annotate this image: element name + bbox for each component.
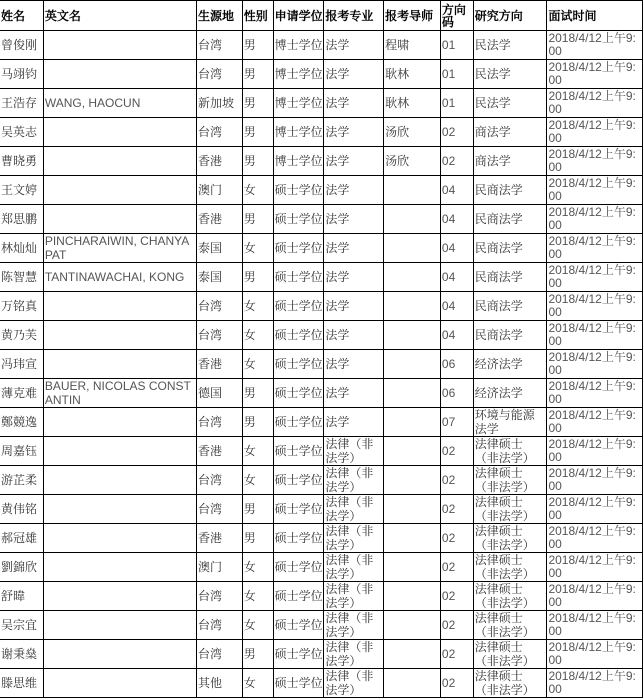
header-major: 报考专业 [324,1,384,31]
cell-name: 曹晓勇 [0,147,43,176]
header-name: 姓名 [0,1,43,31]
cell-name: 滕思维 [0,669,43,698]
cell-interview-time: 2018/4/12上午9:00 [547,118,643,147]
cell-major: 法律（非法学） [324,437,384,466]
table-row [0,350,643,379]
cell-english-name [43,60,196,89]
cell-research-direction: 民商法学 [473,321,547,350]
cell-interview-time: 2018/4/12上午9:00 [547,321,643,350]
cell-origin: 泰国 [196,234,242,263]
cell-major: 法律（非法学） [324,582,384,611]
cell-major: 法律（非法学） [324,640,384,669]
cell-research-direction: 法律硕士（非法学） [473,553,547,582]
cell-research-direction: 法律硕士（非法学） [473,437,547,466]
cell-name: 周嘉钰 [0,437,43,466]
cell-name: 陈智慧 [0,263,43,292]
cell-direction-code: 02 [440,611,473,640]
cell-major: 法学 [324,89,384,118]
cell-direction-code: 04 [440,263,473,292]
header-gender: 性别 [242,1,273,31]
cell-interview-time: 2018/4/12上午9:00 [547,263,643,292]
cell-degree: 硕士学位 [273,408,324,437]
cell-origin: 台湾 [196,582,242,611]
cell-research-direction: 环境与能源法学 [473,408,547,437]
cell-direction-code: 06 [440,350,473,379]
table-row [0,176,643,205]
table-row [0,437,643,466]
cell-name: 鄭競逸 [0,408,43,437]
cell-gender: 男 [242,118,273,147]
cell-advisor [384,553,441,582]
cell-major: 法学 [324,321,384,350]
cell-interview-time: 2018/4/12上午9:00 [547,553,643,582]
cell-degree: 硕士学位 [273,263,324,292]
cell-degree: 硕士学位 [273,582,324,611]
cell-gender: 男 [242,31,273,60]
cell-english-name [43,205,196,234]
cell-gender: 男 [242,89,273,118]
cell-origin: 澳门 [196,553,242,582]
cell-advisor: 程啸 [384,31,441,60]
cell-gender: 男 [242,60,273,89]
cell-degree: 博士学位 [273,60,324,89]
cell-english-name [43,408,196,437]
cell-origin: 台湾 [196,118,242,147]
cell-english-name [43,118,196,147]
table-row [0,60,643,89]
table-row [0,495,643,524]
cell-name: 曾俊刚 [0,31,43,60]
cell-degree: 硕士学位 [273,669,324,698]
cell-major: 法学 [324,408,384,437]
cell-advisor [384,176,441,205]
cell-name: 马翊钧 [0,60,43,89]
cell-advisor [384,495,441,524]
cell-research-direction: 民商法学 [473,176,547,205]
cell-gender: 女 [242,350,273,379]
cell-gender: 男 [242,524,273,553]
cell-interview-time: 2018/4/12上午9:00 [547,611,643,640]
cell-degree: 硕士学位 [273,321,324,350]
cell-advisor [384,350,441,379]
cell-research-direction: 法律硕士（非法学） [473,640,547,669]
cell-interview-time: 2018/4/12上午9:00 [547,408,643,437]
cell-major: 法律（非法学） [324,611,384,640]
cell-degree: 硕士学位 [273,379,324,408]
cell-degree: 硕士学位 [273,524,324,553]
cell-major: 法律（非法学） [324,669,384,698]
table-row [0,466,643,495]
cell-major: 法律（非法学） [324,466,384,495]
cell-origin: 德国 [196,379,242,408]
cell-origin: 香港 [196,350,242,379]
cell-degree: 硕士学位 [273,205,324,234]
cell-major: 法律（非法学） [324,553,384,582]
cell-name: 王浩存 [0,89,43,118]
cell-advisor [384,379,441,408]
cell-english-name [43,350,196,379]
cell-origin: 香港 [196,524,242,553]
cell-major: 法学 [324,263,384,292]
cell-advisor [384,263,441,292]
cell-research-direction: 民商法学 [473,263,547,292]
table-body [0,31,643,698]
cell-gender: 男 [242,495,273,524]
cell-research-direction: 法律硕士（非法学） [473,611,547,640]
cell-interview-time: 2018/4/12上午9:00 [547,495,643,524]
cell-direction-code: 02 [440,118,473,147]
cell-advisor [384,205,441,234]
cell-degree: 硕士学位 [273,495,324,524]
cell-research-direction: 民法学 [473,89,547,118]
cell-english-name [43,437,196,466]
cell-advisor [384,669,441,698]
table-row [0,147,643,176]
header-research-direction: 研究方向 [473,1,547,31]
cell-english-name: PINCHARAIWIN, CHANYAPAT [43,234,196,263]
cell-direction-code: 04 [440,292,473,321]
table-row [0,524,643,553]
cell-degree: 硕士学位 [273,350,324,379]
cell-name: 郑思鹏 [0,205,43,234]
cell-gender: 男 [242,379,273,408]
cell-degree: 硕士学位 [273,640,324,669]
cell-interview-time: 2018/4/12上午9:00 [547,350,643,379]
cell-research-direction: 法律硕士（非法学） [473,524,547,553]
cell-english-name [43,292,196,321]
cell-degree: 博士学位 [273,89,324,118]
cell-major: 法学 [324,292,384,321]
cell-direction-code: 02 [440,466,473,495]
cell-name: 王文婷 [0,176,43,205]
cell-research-direction: 商法学 [473,118,547,147]
cell-gender: 男 [242,205,273,234]
cell-origin: 台湾 [196,640,242,669]
cell-origin: 香港 [196,205,242,234]
cell-english-name [43,321,196,350]
cell-interview-time: 2018/4/12上午9:00 [547,147,643,176]
cell-direction-code: 01 [440,89,473,118]
header-english-name: 英文名 [43,1,196,31]
cell-direction-code: 02 [440,582,473,611]
cell-advisor [384,321,441,350]
cell-name: 冯玮宣 [0,350,43,379]
cell-degree: 博士学位 [273,118,324,147]
cell-name: 薄克难 [0,379,43,408]
table-row [0,553,643,582]
cell-gender: 男 [242,640,273,669]
cell-origin: 台湾 [196,466,242,495]
cell-interview-time: 2018/4/12上午9:00 [547,669,643,698]
cell-name: 吴英志 [0,118,43,147]
cell-interview-time: 2018/4/12上午9:00 [547,640,643,669]
table-row [0,611,643,640]
table-row [0,321,643,350]
cell-origin: 台湾 [196,408,242,437]
cell-interview-time: 2018/4/12上午9:00 [547,205,643,234]
cell-origin: 香港 [196,147,242,176]
cell-origin: 新加坡 [196,89,242,118]
cell-gender: 女 [242,466,273,495]
cell-research-direction: 法律硕士（非法学） [473,466,547,495]
cell-gender: 女 [242,176,273,205]
cell-english-name [43,466,196,495]
cell-gender: 男 [242,147,273,176]
cell-direction-code: 07 [440,408,473,437]
cell-english-name: BAUER, NICOLAS CONSTANTIN [43,379,196,408]
table-row [0,582,643,611]
cell-english-name [43,147,196,176]
cell-origin: 泰国 [196,263,242,292]
cell-major: 法学 [324,205,384,234]
cell-major: 法学 [324,118,384,147]
cell-direction-code: 04 [440,321,473,350]
cell-english-name [43,611,196,640]
cell-research-direction: 法律硕士（非法学） [473,669,547,698]
cell-interview-time: 2018/4/12上午9:00 [547,89,643,118]
cell-major: 法学 [324,31,384,60]
cell-english-name [43,553,196,582]
table-row [0,89,643,118]
cell-gender: 女 [242,234,273,263]
cell-direction-code: 01 [440,31,473,60]
cell-direction-code: 06 [440,379,473,408]
cell-direction-code: 04 [440,234,473,263]
cell-name: 万铭真 [0,292,43,321]
cell-origin: 台湾 [196,495,242,524]
cell-direction-code: 02 [440,553,473,582]
cell-advisor [384,524,441,553]
cell-direction-code: 02 [440,147,473,176]
cell-advisor [384,234,441,263]
cell-direction-code: 04 [440,176,473,205]
cell-english-name [43,495,196,524]
cell-research-direction: 法律硕士（非法学） [473,495,547,524]
cell-research-direction: 民商法学 [473,205,547,234]
table-row [0,263,643,292]
cell-origin: 澳门 [196,176,242,205]
cell-degree: 硕士学位 [273,176,324,205]
cell-major: 法学 [324,234,384,263]
cell-research-direction: 法律硕士（非法学） [473,582,547,611]
cell-origin: 台湾 [196,611,242,640]
cell-degree: 硕士学位 [273,553,324,582]
table-row [0,118,643,147]
cell-advisor [384,466,441,495]
cell-advisor [384,582,441,611]
table-row [0,408,643,437]
cell-direction-code: 01 [440,60,473,89]
header-origin: 生源地 [196,1,242,31]
cell-degree: 硕士学位 [273,437,324,466]
cell-direction-code: 02 [440,524,473,553]
cell-advisor [384,408,441,437]
cell-origin: 台湾 [196,321,242,350]
cell-gender: 女 [242,611,273,640]
cell-advisor [384,292,441,321]
cell-english-name [43,176,196,205]
cell-english-name: WANG, HAOCUN [43,89,196,118]
cell-interview-time: 2018/4/12上午9:00 [547,176,643,205]
cell-interview-time: 2018/4/12上午9:00 [547,234,643,263]
cell-interview-time: 2018/4/12上午9:00 [547,524,643,553]
cell-research-direction: 民商法学 [473,292,547,321]
cell-major: 法律（非法学） [324,524,384,553]
cell-interview-time: 2018/4/12上午9:00 [547,437,643,466]
header-advisor: 报考导师 [384,1,441,31]
cell-degree: 硕士学位 [273,292,324,321]
cell-advisor [384,437,441,466]
cell-research-direction: 民法学 [473,31,547,60]
cell-major: 法学 [324,379,384,408]
cell-advisor: 汤欣 [384,147,441,176]
cell-origin: 台湾 [196,31,242,60]
cell-research-direction: 经济法学 [473,350,547,379]
cell-research-direction: 经济法学 [473,379,547,408]
cell-gender: 女 [242,553,273,582]
cell-name: 谢秉燊 [0,640,43,669]
cell-interview-time: 2018/4/12上午9:00 [547,466,643,495]
cell-gender: 女 [242,669,273,698]
cell-direction-code: 02 [440,640,473,669]
table-row [0,292,643,321]
cell-origin: 香港 [196,437,242,466]
cell-degree: 硕士学位 [273,611,324,640]
cell-origin: 台湾 [196,60,242,89]
cell-gender: 女 [242,437,273,466]
cell-major: 法学 [324,350,384,379]
cell-major: 法学 [324,147,384,176]
cell-name: 舒暐 [0,582,43,611]
cell-interview-time: 2018/4/12上午9:00 [547,31,643,60]
cell-research-direction: 民商法学 [473,234,547,263]
table-row [0,31,643,60]
cell-english-name [43,31,196,60]
cell-interview-time: 2018/4/12上午9:00 [547,582,643,611]
cell-gender: 女 [242,321,273,350]
cell-english-name [43,582,196,611]
cell-major: 法学 [324,176,384,205]
cell-research-direction: 民法学 [473,60,547,89]
cell-direction-code: 02 [440,437,473,466]
cell-advisor: 汤欣 [384,118,441,147]
cell-advisor [384,640,441,669]
header-direction-code: 方向码 [440,1,473,31]
cell-interview-time: 2018/4/12上午9:00 [547,292,643,321]
header-degree: 申请学位 [273,1,324,31]
cell-gender: 男 [242,263,273,292]
table-row [0,669,643,698]
cell-origin: 台湾 [196,292,242,321]
cell-interview-time: 2018/4/12上午9:00 [547,60,643,89]
cell-gender: 女 [242,582,273,611]
cell-advisor: 耿林 [384,60,441,89]
cell-name: 郝冠雄 [0,524,43,553]
header-row [0,1,643,31]
cell-degree: 博士学位 [273,147,324,176]
cell-english-name: TANTINAWACHAI, KONG [43,263,196,292]
cell-name: 黄乃芙 [0,321,43,350]
table-row [0,234,643,263]
table-row [0,205,643,234]
cell-gender: 女 [242,292,273,321]
table-row [0,379,643,408]
cell-major: 法律（非法学） [324,495,384,524]
cell-direction-code: 02 [440,495,473,524]
cell-name: 吴宗宜 [0,611,43,640]
cell-direction-code: 04 [440,205,473,234]
cell-gender: 男 [242,408,273,437]
cell-major: 法学 [324,60,384,89]
cell-name: 林灿灿 [0,234,43,263]
cell-degree: 硕士学位 [273,234,324,263]
cell-direction-code: 02 [440,669,473,698]
table-row [0,640,643,669]
cell-name: 劉錦欣 [0,553,43,582]
cell-degree: 博士学位 [273,31,324,60]
cell-degree: 硕士学位 [273,466,324,495]
cell-name: 黄伟铭 [0,495,43,524]
header-interview-time: 面试时间 [547,1,643,31]
cell-english-name [43,669,196,698]
cell-advisor [384,611,441,640]
cell-name: 游芷柔 [0,466,43,495]
cell-research-direction: 商法学 [473,147,547,176]
cell-origin: 其他 [196,669,242,698]
cell-english-name [43,640,196,669]
cell-english-name [43,524,196,553]
cell-advisor: 耿林 [384,89,441,118]
cell-interview-time: 2018/4/12上午9:00 [547,379,643,408]
